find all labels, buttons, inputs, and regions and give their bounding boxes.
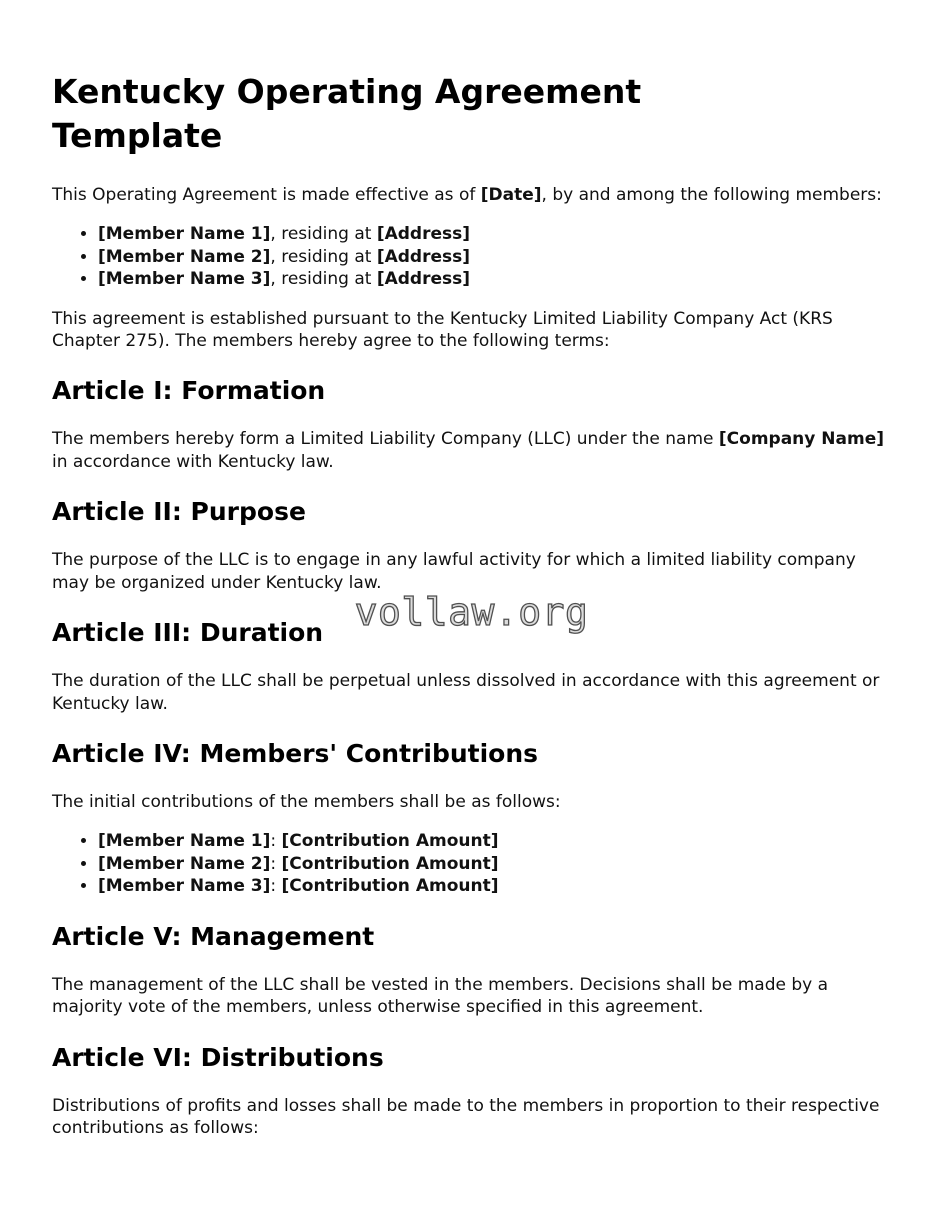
- list-item-member-2: • [Member Name 2], residing at [Address]: [98, 246, 895, 268]
- pursuant-paragraph: This agreement is established pursuant to the Kentucky Limited Liability Company Act (KRS Chapter 275). The members hereby agree to the following terms:: [52, 308, 833, 351]
- article-2-body: The purpose of the LLC is to engage in any lawful activity for which a limited liability company may be organized under Kentucky law.: [52, 550, 856, 593]
- article-2-heading: Article II: Purpose: [52, 497, 306, 527]
- article-5-heading: Article V: Management: [52, 921, 375, 951]
- article-3-heading: Article III: Duration: [52, 618, 324, 648]
- article-4-heading: Article IV: Members' Contributions: [52, 739, 539, 768]
- list-item-member-1: • [Member Name 1], residing at [Address]: [98, 223, 895, 245]
- document-title: Kentucky Operating Agreement Template: [52, 72, 642, 155]
- list-item-contribution-1: • [Member Name 1]: [Contribution Amount]: [98, 830, 895, 852]
- article-6-heading: Article VI: Distributions: [52, 1042, 384, 1072]
- list-item-contribution-2: • [Member Name 2]: [Contribution Amount]: [98, 853, 895, 875]
- article-3-body: The duration of the LLC shall be perpetual unless dissolved in accordance with this agreement or Kentucky law.: [52, 671, 880, 714]
- intro-paragraph: This Operating Agreement is made effective as of [Date], by and among the following members:: [52, 184, 882, 205]
- list-item-member-3: • [Member Name 3], residing at [Address]: [98, 268, 895, 290]
- article-1-body: The members hereby form a Limited Liability Company (LLC) under the name [Company Name] in accordance with Kentucky law.: [52, 429, 885, 472]
- members-list: [52, 223, 895, 290]
- article-5-body: The management of the LLC shall be vested in the members. Decisions shall be made by a majority vote of the members, unless otherwise specified in this agreement.: [52, 974, 829, 1018]
- list-item-contribution-3: • [Member Name 3]: [Contribution Amount]: [98, 875, 895, 897]
- watermark: vollaw.org: [354, 590, 589, 634]
- article-4-body: The initial contributions of the members shall be as follows:: [52, 792, 561, 812]
- contributions-list: [52, 830, 895, 897]
- article-1-heading: Article I: Formation: [52, 376, 326, 406]
- article-6-body: Distributions of profits and losses shall be made to the members in proportion to their respective contributions as follows:: [52, 1095, 880, 1139]
